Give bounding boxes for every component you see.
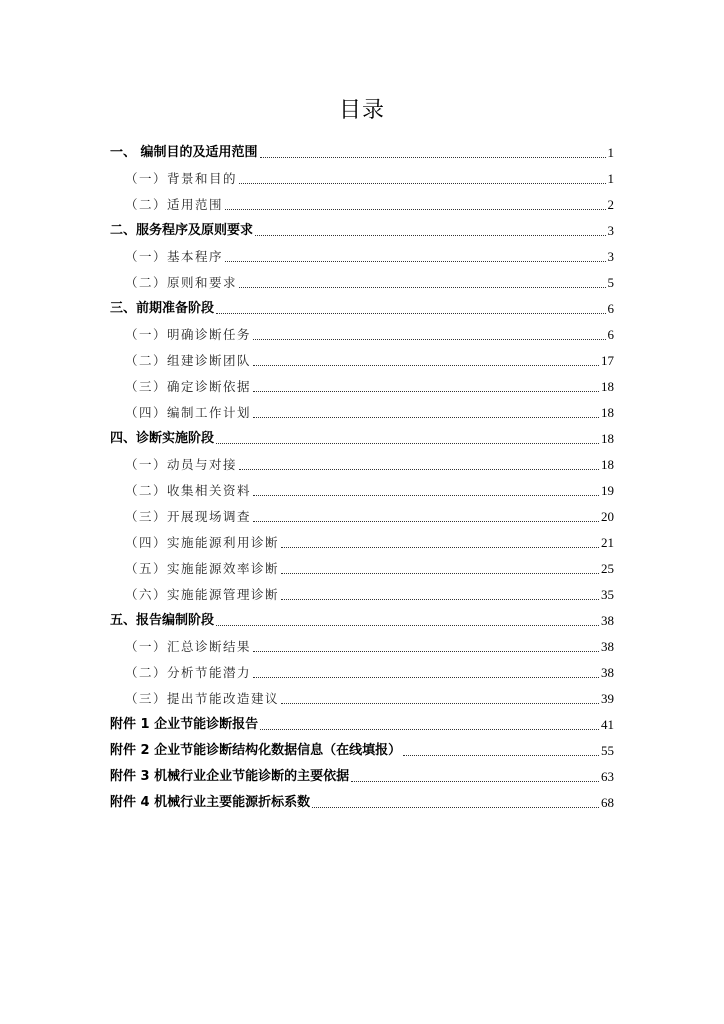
toc-entry[interactable] bbox=[125, 555, 614, 577]
toc-entry-label: （六）实施能源管理诊断 bbox=[125, 587, 280, 602]
dot-leader bbox=[239, 468, 599, 470]
toc-entry-page-number: 68 bbox=[601, 795, 614, 810]
toc-entry[interactable] bbox=[110, 737, 614, 759]
dot-leader bbox=[253, 650, 599, 652]
toc-entry-page-number: 17 bbox=[601, 353, 614, 368]
dot-leader bbox=[312, 806, 599, 808]
toc-entry-label: 附件 1 企业节能诊断报告 bbox=[110, 717, 259, 732]
toc-entry-label: （三）开展现场调查 bbox=[125, 509, 252, 524]
toc-entry-page-number: 18 bbox=[601, 457, 614, 472]
toc-entry-label: （一）背景和目的 bbox=[125, 171, 238, 186]
toc-entry-label: （二）分析节能潜力 bbox=[125, 665, 252, 680]
toc-entry-label: 二、服务程序及原则要求 bbox=[110, 223, 254, 238]
toc-entry[interactable] bbox=[125, 529, 614, 551]
toc-entry[interactable] bbox=[110, 607, 614, 629]
dot-leader bbox=[351, 780, 599, 782]
dot-leader bbox=[216, 312, 605, 314]
toc-entry-label: （二）收集相关资料 bbox=[125, 483, 252, 498]
toc-entry-page-number: 63 bbox=[601, 769, 614, 784]
toc-entry[interactable] bbox=[110, 711, 614, 733]
toc-entry[interactable] bbox=[110, 789, 614, 811]
toc-entry-page-number: 38 bbox=[601, 665, 614, 680]
toc-entry[interactable] bbox=[125, 321, 614, 343]
dot-leader bbox=[253, 338, 605, 340]
toc-entry[interactable] bbox=[110, 139, 614, 161]
toc-entry[interactable] bbox=[125, 373, 614, 395]
dot-leader bbox=[253, 364, 599, 366]
toc-entry-page-number: 1 bbox=[607, 171, 614, 186]
toc-entry-label: （二）组建诊断团队 bbox=[125, 353, 252, 368]
toc-entry[interactable] bbox=[110, 425, 614, 447]
toc-entry[interactable] bbox=[125, 503, 614, 525]
toc-entry[interactable] bbox=[125, 347, 614, 369]
toc-entry[interactable] bbox=[125, 659, 614, 681]
toc-entry-label: （二）适用范围 bbox=[125, 197, 224, 212]
toc-entry[interactable] bbox=[125, 581, 614, 603]
toc-entry-page-number: 1 bbox=[607, 145, 614, 160]
toc-entry-label: （三）提出节能改造建议 bbox=[125, 691, 280, 706]
toc-entry-page-number: 18 bbox=[601, 405, 614, 420]
toc-entry-page-number: 25 bbox=[601, 561, 614, 576]
toc-entry-page-number: 18 bbox=[601, 379, 614, 394]
toc-entry[interactable] bbox=[125, 191, 614, 213]
toc-entry-page-number: 21 bbox=[601, 535, 614, 550]
toc-entry[interactable] bbox=[125, 243, 614, 265]
toc-entry-page-number: 2 bbox=[607, 197, 614, 212]
toc-entry[interactable] bbox=[110, 295, 614, 317]
toc-entry[interactable] bbox=[125, 451, 614, 473]
toc-entry-label: （四）编制工作计划 bbox=[125, 405, 252, 420]
toc-entry-label: 一、 编制目的及适用范围 bbox=[110, 145, 258, 160]
toc-entry-page-number: 39 bbox=[601, 691, 614, 706]
dot-leader bbox=[253, 676, 599, 678]
toc-entry[interactable] bbox=[125, 399, 614, 421]
toc-entry-page-number: 18 bbox=[601, 431, 614, 446]
toc-entry-page-number: 6 bbox=[607, 301, 614, 316]
toc-entry-label: （一）动员与对接 bbox=[125, 457, 238, 472]
toc-entry-label: （一）汇总诊断结果 bbox=[125, 639, 252, 654]
dot-leader bbox=[253, 390, 599, 392]
dot-leader bbox=[216, 624, 599, 626]
toc-entry-label: （五）实施能源效率诊断 bbox=[125, 561, 280, 576]
toc-entry[interactable] bbox=[125, 633, 614, 655]
toc-entry-label: 三、前期准备阶段 bbox=[110, 301, 215, 316]
dot-leader bbox=[403, 754, 599, 756]
page-title: 目录 bbox=[338, 98, 385, 123]
toc-entry-page-number: 3 bbox=[607, 223, 614, 238]
toc-entry-page-number: 41 bbox=[601, 717, 614, 732]
toc-entry-page-number: 35 bbox=[601, 587, 614, 602]
dot-leader bbox=[260, 728, 599, 730]
toc-entry-page-number: 6 bbox=[607, 327, 614, 342]
toc-entry-label: 附件 3 机械行业企业节能诊断的主要依据 bbox=[110, 769, 350, 784]
toc-entry[interactable] bbox=[110, 763, 614, 785]
toc-entry-page-number: 20 bbox=[601, 509, 614, 524]
toc-entry-label: （一）明确诊断任务 bbox=[125, 327, 252, 342]
toc-entry-label: （四）实施能源利用诊断 bbox=[125, 535, 280, 550]
dot-leader bbox=[255, 234, 605, 236]
dot-leader bbox=[260, 156, 606, 158]
dot-leader bbox=[216, 442, 599, 444]
toc-entry-label: （一）基本程序 bbox=[125, 249, 224, 264]
toc-entry[interactable] bbox=[125, 685, 614, 707]
dot-leader bbox=[253, 520, 599, 522]
dot-leader bbox=[281, 598, 599, 600]
toc-entry-page-number: 3 bbox=[607, 249, 614, 264]
toc-entry-label: 五、报告编制阶段 bbox=[110, 613, 215, 628]
toc-entry-label: 附件 2 企业节能诊断结构化数据信息（在线填报） bbox=[110, 743, 402, 758]
dot-leader bbox=[281, 572, 599, 574]
dot-leader bbox=[253, 494, 599, 496]
toc-entry-page-number: 38 bbox=[601, 613, 614, 628]
dot-leader bbox=[253, 416, 599, 418]
toc-entry-page-number: 38 bbox=[601, 639, 614, 654]
toc-entry-label: （三）确定诊断依据 bbox=[125, 379, 252, 394]
dot-leader bbox=[225, 260, 605, 262]
toc-entry-label: 附件 4 机械行业主要能源折标系数 bbox=[110, 795, 311, 810]
dot-leader bbox=[239, 286, 605, 288]
toc-entry-label: （二）原则和要求 bbox=[125, 275, 238, 290]
dot-leader bbox=[225, 208, 605, 210]
dot-leader bbox=[281, 546, 599, 548]
toc-entry[interactable] bbox=[125, 477, 614, 499]
dot-leader bbox=[281, 702, 599, 704]
toc-entry[interactable] bbox=[110, 217, 614, 239]
toc-entry-label: 四、诊断实施阶段 bbox=[110, 431, 215, 446]
toc-entry[interactable] bbox=[125, 165, 614, 187]
toc-entry-page-number: 5 bbox=[607, 275, 614, 290]
dot-leader bbox=[239, 182, 605, 184]
toc-entry[interactable] bbox=[125, 269, 614, 291]
toc-entry-page-number: 55 bbox=[601, 743, 614, 758]
toc-entry-page-number: 19 bbox=[601, 483, 614, 498]
